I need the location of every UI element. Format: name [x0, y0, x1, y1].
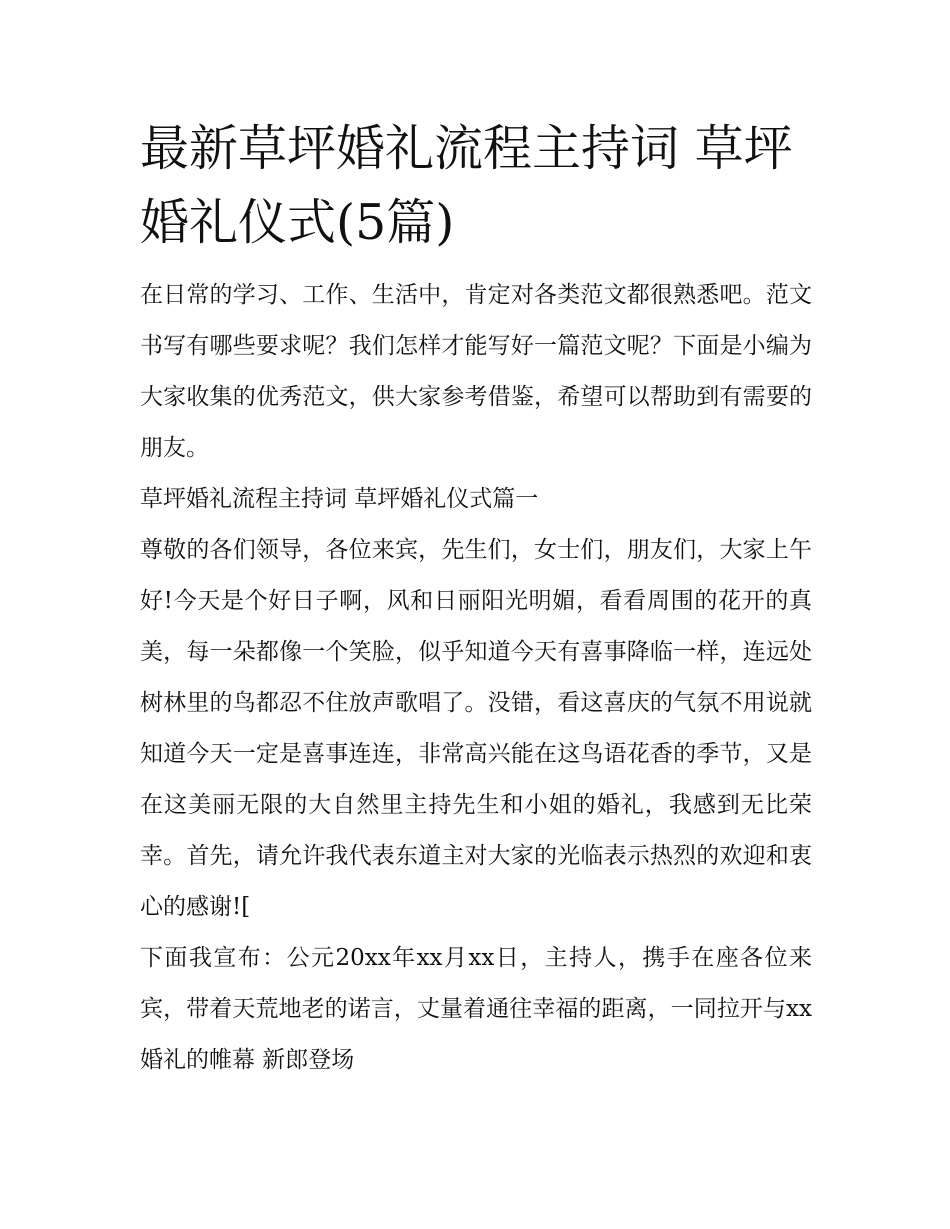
- section-heading: 草坪婚礼流程主持词 草坪婚礼仪式篇一: [140, 486, 539, 512]
- document-title: 最新草坪婚礼流程主持词 草坪婚礼仪式(5篇): [140, 120, 793, 251]
- intro-paragraph: 在日常的学习、工作、生活中，肯定对各类范文都很熟悉吧。范文书写有哪些要求呢？我们怎样才能写好一篇范文呢？下面是小编为大家收集的优秀范文，供大家参考借鉴，希望可以帮助到有需要的朋友。: [140, 282, 812, 461]
- body-paragraph-1: 尊敬的各们领导，各位来宾，先生们，女士们，朋友们，大家上午好!今天是个好日子啊，风和日丽阳光明媚，看看周围的花开的真美，每一朵都像一个笑脸，似乎知道今天有喜事降临一样，连远处树林里的鸟都忍不住放声歌唱了。没错，看这喜庆的气氛不用说就知道今天一定是喜事连连，非常高兴能在这鸟语花香的季节，又是在这美丽无限的大自然里主持先生和小姐的婚礼，我感到无比荣幸。首先，请允许我代表东道主对大家的光临表示热烈的欢迎和衷心的感谢![: [140, 537, 812, 920]
- body-paragraph-2: 下面我宣布：公元20xx年xx月xx日，主持人，携手在座各位来宾，带着天荒地老的诺言，丈量着通往幸福的距离，一同拉开与xx婚礼的帷幕 新郎登场: [140, 945, 812, 1073]
- document-page: [140, 112, 812, 1086]
